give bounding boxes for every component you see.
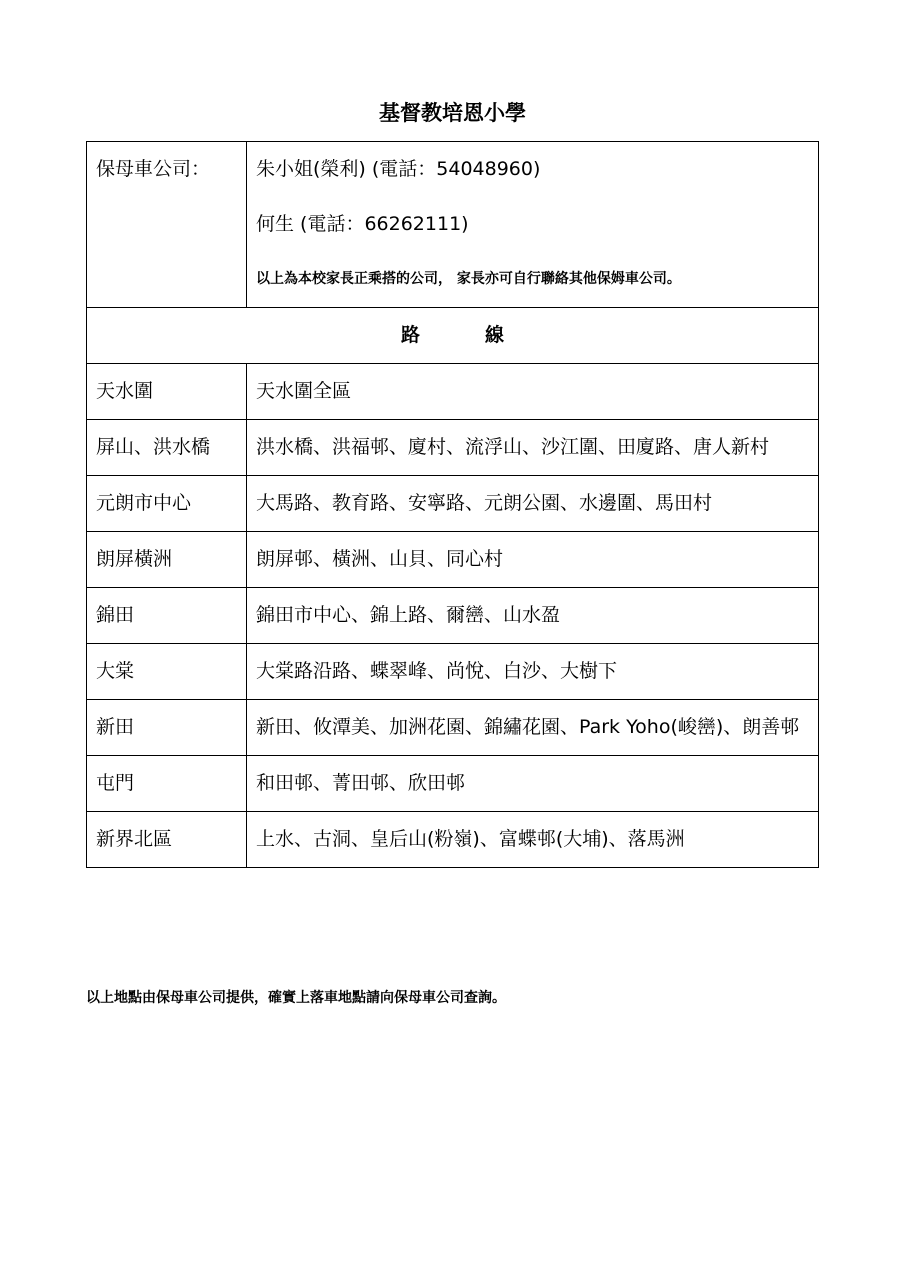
route-area: 天水圍 (87, 364, 247, 420)
route-header-part2: 線 (485, 324, 505, 346)
route-row (87, 420, 819, 476)
footer-note: 以上地點由保母車公司提供，確實上落車地點請向保母車公司查詢。 (86, 990, 506, 1006)
route-area: 大棠 (87, 644, 247, 700)
route-area: 屯門 (87, 756, 247, 812)
document-title: 基督教培恩小學 (379, 101, 526, 125)
route-row (87, 700, 819, 756)
company-details (247, 142, 819, 308)
route-places: 上水、古洞、皇后山(粉嶺)、富蝶邨(大埔)、落馬洲 (247, 812, 819, 868)
route-row (87, 532, 819, 588)
company-row (87, 142, 819, 308)
company-note: 以上為本校家長正乘搭的公司， 家長亦可自行聯絡其他保姆車公司。 (256, 271, 681, 287)
route-header-row (87, 308, 819, 364)
route-area: 錦田 (87, 588, 247, 644)
route-places: 大馬路、教育路、安寧路、元朗公園、水邊圍、馬田村 (247, 476, 819, 532)
company-contact-2: 何生 (電話：66262111) (256, 213, 469, 235)
route-area: 新界北區 (87, 812, 247, 868)
route-area: 新田 (87, 700, 247, 756)
route-places: 朗屏邨、橫洲、山貝、同心村 (247, 532, 819, 588)
company-contact-1: 朱小姐(榮利) (電話：54048960) (256, 158, 541, 180)
route-places: 和田邨、菁田邨、欣田邨 (247, 756, 819, 812)
route-row (87, 812, 819, 868)
company-label: 保母車公司： (87, 142, 247, 308)
route-row (87, 644, 819, 700)
route-places: 洪水橋、洪福邨、廈村、流浮山、沙江圍、田廈路、唐人新村 (247, 420, 819, 476)
route-places: 新田、攸潭美、加洲花園、錦繡花園、Park Yoho(峻巒)、朗善邨 (247, 700, 819, 756)
route-area: 元朗市中心 (87, 476, 247, 532)
school-bus-table (86, 141, 819, 868)
route-places: 大棠路沿路、蝶翠峰、尚悅、白沙、大樹下 (247, 644, 819, 700)
route-row (87, 756, 819, 812)
route-header-part1: 路 (400, 324, 420, 346)
route-places: 錦田市中心、錦上路、爾巒、山水盈 (247, 588, 819, 644)
route-row (87, 476, 819, 532)
route-row (87, 364, 819, 420)
route-header (87, 308, 819, 364)
route-row (87, 588, 819, 644)
route-area: 屏山、洪水橋 (87, 420, 247, 476)
route-area: 朗屏橫洲 (87, 532, 247, 588)
route-places: 天水圍全區 (247, 364, 819, 420)
